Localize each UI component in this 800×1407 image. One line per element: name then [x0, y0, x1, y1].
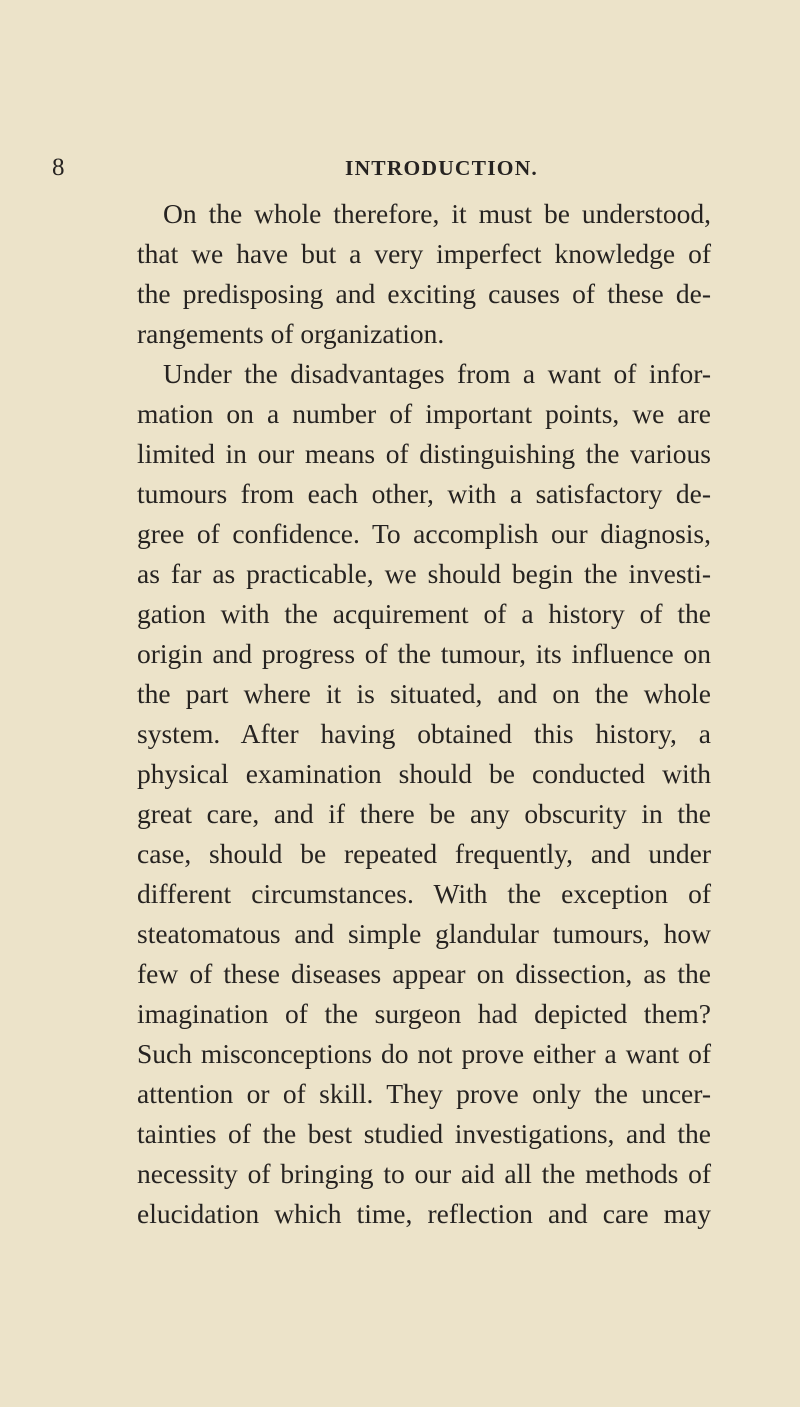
text-line: Such misconceptions do not prove either a want of [137, 1038, 711, 1069]
text-line: Under the disadvantages from a want of infor- [163, 358, 711, 389]
page-number: 8 [52, 154, 65, 181]
text-line: gree of confidence. To accomplish our diagnosis, [137, 518, 711, 549]
text-line: tumours from each other, with a satisfactory de- [137, 478, 711, 509]
text-line: different circumstances. With the exception of [137, 878, 711, 909]
text-line: physical examination should be conducted with [137, 758, 711, 789]
text-line: necessity of bringing to our aid all the methods of [137, 1158, 711, 1189]
running-head: INTRODUCTION. [345, 156, 538, 180]
text-line: the part where it is situated, and on the whole [137, 678, 711, 709]
text-line: as far as practicable, we should begin the investi- [137, 558, 711, 589]
text-line: mation on a number of important points, we are [137, 398, 711, 429]
text-line: system. After having obtained this history, a [137, 718, 711, 749]
text-line: case, should be repeated frequently, and under [137, 838, 711, 869]
text-line: attention or of skill. They prove only the uncer- [137, 1078, 711, 1109]
text-line: imagination of the surgeon had depicted them? [137, 998, 711, 1029]
text-line: origin and progress of the tumour, its influence on [137, 638, 711, 669]
text-line: steatomatous and simple glandular tumours, how [137, 918, 711, 949]
text-line: that we have but a very imperfect knowledge of [137, 238, 711, 269]
text-line: few of these diseases appear on dissection, as the [137, 958, 711, 989]
page-header [0, 148, 800, 188]
text-line: limited in our means of distinguishing the various [137, 438, 711, 469]
text-line: gation with the acquirement of a history of the [137, 598, 711, 629]
text-line: elucidation which time, reflection and care may [137, 1198, 711, 1229]
text-line: great care, and if there be any obscurity in the [137, 798, 711, 829]
text-line: the predisposing and exciting causes of these de- [137, 278, 711, 309]
text-line: On the whole therefore, it must be understood, [163, 198, 711, 229]
text-line: tainties of the best studied investigations, and the [137, 1118, 711, 1149]
text-line: rangements of organization. [137, 318, 445, 349]
